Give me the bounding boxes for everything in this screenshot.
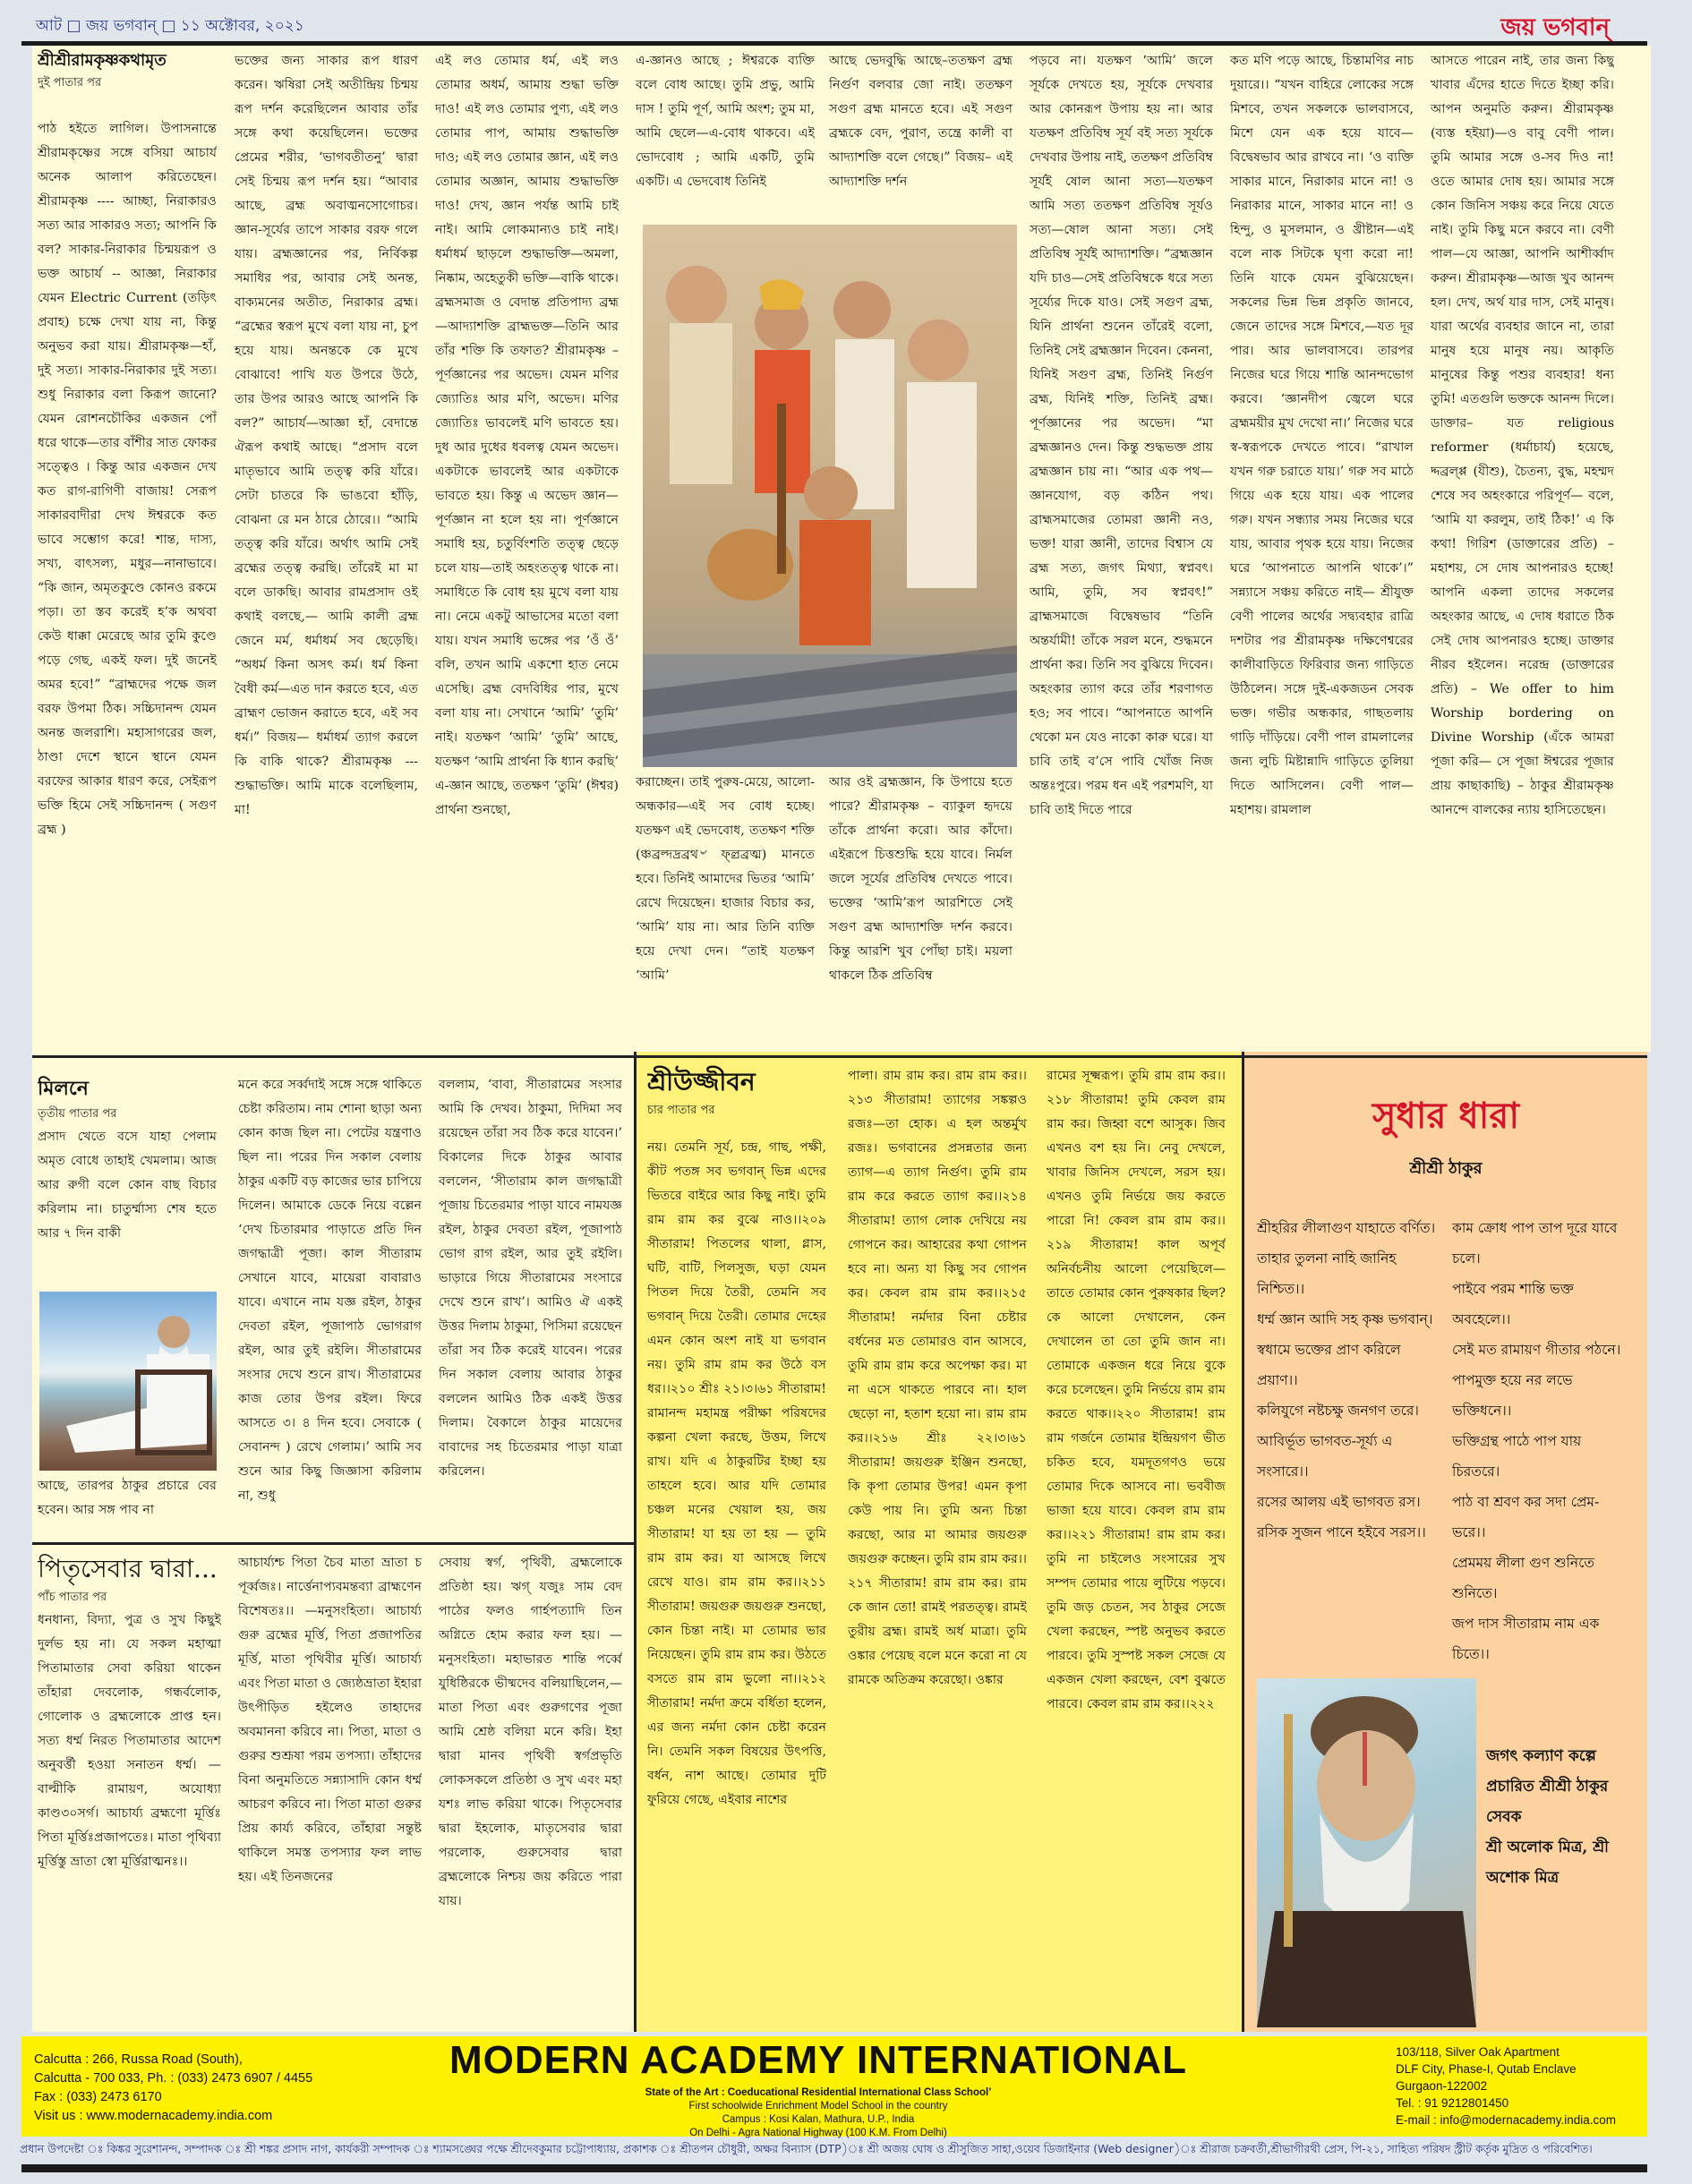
article-text: আচার্য্যশ্চ পিতা চৈব মাতা ভ্রাতা চ পূর্ব্বজঃ। নার্ত্তেনাপ্যবমন্তব্যা ব্রাহ্মণেন বিশেষতঃ।। —মনুসংহিতা। আচার্য্য গুরু ব্রহ্মের মূর্ত্তি, পিতা প্রজাপতির মূর্ত্তি, মাতা পৃথিবীর মূর্ত্তি। আচার্য্য এবং পিতা মাতা ও জ্যেষ্ঠভ্রাতা ইহারা উৎপীড়িত হইলেও তাহাদের অবমাননা করিবে না। পিতা, মাতা ও গুরুর শুশ্রূষা পরম তপস্যা। তাঁহাদের বিনা অনুমতিতে সন্ন্যাসাদি কোন ধর্ম্ম আচরণ করিবে না। পিতা মাতা গুরুর প্রিয় কার্য্য করিবে, তাঁহারা সন্তুষ্ট থাকিলে সমস্ত তপস্যার ফল লাভ হয়। এই তিনজনের [238, 1556, 422, 1884]
publisher-credits: প্রধান উপদেষ্টা ঃ কিঙ্কর সুরেশানন্দ, সম্পাদক ঃ শ্রী শঙ্কর প্রসাদ নাগ, কার্যকরী সম্পাদক ঃ শ্যামসঙ্ঘের পক্ষে শ্রীদেবকুমার চট্টোপাধ্যায়, প্রকাশক ঃ শ্রীতপন চৌধুরী, অক্ষর বিন্যাস (DTP)ঃ শ্রী অজয় ঘোষ ও শ্রীসুজিত সাহা,ওয়েব ডিজাইনার (Web designer)ঃ শ্রীরাজ চক্রবর্তী,শ্রীভাগীরথী প্রেস, পি-২১, সাহিত্য পরিষদ স্ট্রীট কর্তৃক মুদ্রিত ও পরিবেশিত। [20, 2142, 1593, 2155]
ad-line[interactable]: Visit us : www.modernacademy.india.com [34, 2109, 273, 2123]
pitriseva-col-1 [38, 1551, 221, 2026]
kathamrita-col-7 [1230, 49, 1414, 1048]
poem-line: তাহার তুলনা নাহি জানিহ নিশ্চিত।। [1257, 1250, 1397, 1297]
article-text: পাঠ হইতে লাগিল। উপাসনান্তে শ্রীরামকৃষ্ণের সঙ্গে বসিয়া আচার্য অনেক আলাপ করিতেছেন। শ্রীরামকৃষ্ণ ---- আচ্ছা, নিরাকারও সত্য আর সাকারও সত্য; আপনি কি বল? সাকার-নিরাকার চিন্ময়রূপ ও ভক্ত আচার্য -- আজ্ঞা, নিরাকার যেমন Electric Current (তড়িৎ প্রবাহ) চক্ষে দেখা যায় না, কিন্তু অনুভব করা যায়। শ্রীরামকৃষ্ণ—হাঁ, দুই সত্য। সাকার-নিরাকার দুই সত্য। শুধু নিরাকার বলা কিরূপ জানো? যেমন রোশনচৌকির একজন পোঁ ধরে থাকে—তার বাঁশীর সাত ফোকর সত্ত্বেও । কিন্তু আর একজন দেখ কত রাগ-রাগিণী বাজায়! সেরূপ সাকারবাদীরা দেখ ঈশ্বরকে কত ভাবে সম্ভোগ করে! শান্ত, দাস্য, সখ্য, বাৎসল্য, মধুর—নানাভাবে। “কি জান, অমৃতকুণ্ডে কোনও রকমে পড়া। তা স্তব করেই হ’ক অথবা কেউ ধাক্কা মেরেছে আর তুমি কুণ্ডে পড়ে গেছ, একই ফল। দুই জনেই অমর হবে!” “ব্রাহ্মদের পক্ষে জল বরফ উপমা ঠিক। সচ্চিদানন্দ যেমন অনন্ত জলরাশি। মহাসাগরের জল, ঠাণ্ডা দেশে স্থানে স্থানে যেমন বরফের আকার ধারণ করে, সেইরূপ ভক্তি হিমে সেই সচ্চিদানন্দ ( সগুণ ব্রহ্ম ) [38, 122, 217, 837]
milane-col-1a [38, 1073, 217, 1288]
kathamrita-col-6 [1030, 49, 1213, 1048]
article-text: আছে ভেদবুদ্ধি আছে–ততক্ষণ ব্রহ্ম নির্গুণ বলবার জো নাই। ততক্ষণ সগুণ ব্রহ্ম মানতে হবে। এই সগুণ ব্রহ্মকে বেদ, পুরাণ, তন্ত্রে কালী বা আদ্যাশক্তি বলে গেছে।” বিজয়– এই আদ্যাশক্তি দর্শন [829, 54, 1013, 189]
ad-line[interactable]: E-mail : info@modernacademy.india.com [1396, 2113, 1617, 2127]
article-text: করাচ্ছেন। তাই পুরুষ-মেয়ে, আলো-অন্ধকার—এই সব বোধ হচ্ছে। যতক্ষণ এই ভেদবোধ, ততক্ষণ শক্তি (ঞ্চব্রল্দদ্রব্রথ৺ ফ্ল্রব্রত্ম) মানতে হবে। তিনিই আমাদের ভিতর ‘আমি’ রেখে দিয়েছেন। হাজার বিচার কর, ‘আমি’ যায় না। আর তিনি ব্যক্তি হয়ে দেখা দেন। “তাই যতক্ষণ ‘আমি’ [636, 775, 815, 983]
caption-line: জগৎ কল্যাণ কল্পে [1486, 1747, 1596, 1765]
caption-line: অশোক মিত্র [1486, 1869, 1560, 1887]
kathamrita-col-4a [636, 49, 815, 219]
ad-gurgaon-address [1396, 2043, 1646, 2129]
poem-author: শ্রীশ্রী ঠাকুর [1409, 1159, 1483, 1178]
article-text: সেবায় স্বর্গ, পৃথিবী, ব্রহ্মলোকে প্রতিষ্ঠা হয়। ঋগ্ যজুঃ সাম বেদ পাঠের ফলও গার্হপত্যাদি তিন অগ্নিতে হোম করার ফল হয়। —মনুসংহিতা। মহাভারত শান্তি পর্ব্বে যুধিষ্ঠিরকে ভীষ্মদেব বলিয়াছিলেন,— মাতা পিতা এবং গুরুগণের পূজা আমি শ্রেষ্ঠ বলিয়া মনে করি। ইহা দ্বারা মানব পৃথিবী স্বর্গপ্রভৃতি লোকসকলে প্রতিষ্ঠা ও সুখ এবং মহা যশঃ লাভ করিয়া থাকে। পিতৃসেবার দ্বারা ইহলোক, মাতৃসেবার দ্বারা পরলোক, গুরুসেবার দ্বারা ব্রহ্মলোকে নিশ্চয় জয় করিতে পারা যায়। [439, 1556, 622, 1908]
poem-line: সেই মত রামায়ণ গীতার পঠনে। [1452, 1342, 1621, 1358]
thakur-portrait [1257, 1678, 1476, 2027]
section-title: শ্রীউজ্জীবন [647, 1067, 756, 1096]
poem-line: কাম ক্রোধ পাপ তাপ দূরে যাবে চলে। [1452, 1220, 1618, 1267]
poem-line: জপ দাস সীতারাম নাম এক চিতে।। [1452, 1616, 1600, 1662]
lower-left-section [32, 1052, 634, 2032]
ad-line: Tel. : 91 9212801450 [1396, 2096, 1509, 2110]
article-text: রামের সূক্ষ্মরূপ। তুমি রাম রাম কর।।২১৮ সীতারাম! তুমি কেবল রাম রাম কর। জিহ্বা বশে আসুক। জিব এখনও বশ হয় নি। নেবু দেখলে, খাবার জিনিস দেখলে, সরস হয়। এখনও তুমি নির্ভয়ে জয় করতে পারো নি! কেবল রাম রাম কর।।২১৯ সীতারাম! কাল অপূর্ব অনির্বচনীয় আলো পেয়েছিলে—তাতে তোমার কোন পুরুষকার ছিল? কে আলো দেখালেন, কেন দেখালেন তা তো তুমি জান না। তোমাকে একজন ধরে নিয়ে বুকে করে চলেছেন। তুমি নির্ভয়ে রাম রাম করতে থাক।।২২০ সীতারাম! রাম রাম গর্জনে তোমার ইন্দ্রিয়গণ ভীত চকিত হবে, যমদূতগণও ভয়ে তোমার দিকে আসবে না। ভববীজ ভাজা হয়ে যাবে। কেবল রাম রাম কর।।২২১ সীতারাম! রাম রাম কর। তুমি না চাইলেও সংসারের সুখ সম্পদ তোমার পায়ে লুটিয়ে পড়বে। তুমি জড় চেতন, সব ঠাকুর সেজে খেলা করছেন, স্পষ্ট অনুভব করতে পারবে। তুমি সুস্পষ্ট সকল সেজে যে একজন খেলা করছেন, বেশ বুঝতে পারবে। কেবল রাম রাম কর।।২২২ [1047, 1069, 1226, 1711]
poem-right-column [1452, 1213, 1631, 1669]
ad-line: Fax : (033) 2473 6170 [34, 2090, 162, 2104]
section-subtitle: চার পাতার পর [647, 1104, 715, 1117]
ad-line: Gurgaon-122002 [1396, 2079, 1488, 2093]
bottom-rule [21, 2164, 1647, 2172]
milane-col-3 [439, 1073, 622, 1530]
ad-line: Calcutta - 700 033, Ph. : (033) 2473 6907 / 4455 [34, 2071, 313, 2086]
poem-line: ভক্তিগ্রন্থ পাঠে পাপ যায় চিরতরে। [1452, 1433, 1582, 1480]
pitriseva-col-2 [238, 1551, 422, 2026]
caption-line: শ্রী অলোক মিত্র, শ্রী [1486, 1838, 1609, 1856]
article-text: ভক্তের জন্য সাকার রূপ ধারণ করেন। ঋষিরা সেই অতীন্দ্রিয় চিন্ময় রূপ দর্শন করেছিলেন আবার তাঁর সঙ্গে কথা কয়েছিলেন। ভক্তের প্রেমের শরীর, ‘ভাগবতীতনু’ দ্বারা সেই চিন্ময় রূপ দর্শন হয়। “আবার আছে, ব্রহ্ম অবাঙ্মনসোগোচর। জ্ঞান-সূর্যের তাপে সাকার বরফ গলে যায়। ব্রহ্মজ্ঞানের পর, নির্বিকল্প সমাধির পর, আবার সেই অনন্ত, বাক্যমনের অতীত, নিরাকার ব্রহ্ম। “ব্রহ্মের স্বরূপ মুখে বলা যায় না, চুপ হয়ে যায়। অনন্তকে কে মুখে বোঝাবে! পাখি যত উপরে উঠে, তার উপর আরও আছে আপনি কি বল?” আচার্য—আজ্ঞা হাঁ, বেদান্তে ঐরূপ কথাই আছে। “প্রসাদ বলে মাতৃভাবে আমি তত্ত্ব করি যাঁরে। সেটা চাতরে কি ভাঙবো হাঁড়ি, বোঝনা রে মন ঠারে ঠোরে।। “আমি তত্ত্ব করি যাঁরে। অর্থাৎ আমি সেই ব্রহ্মের তত্ত্ব করছি। তাঁরেই মা মা বলে ডাকছি। আবার রামপ্রসাদ ওই কথাই বলছে,— আমি কালী ব্রহ্ম জেনে মর্ম, ধর্মাধর্ম সব ছেড়েছি। “অধর্ম কিনা অসৎ কর্ম। ধর্ম কিনা বৈধী কর্ম—এত দান করতে হবে, এত ব্রাহ্মণ ভোজন করাতে হবে, এই সব ধর্ম।” বিজয়— ধর্মাধর্ম ত্যাগ করলে কি বাকি থাকে? শ্রীরামকৃষ্ণ --- শুদ্ধাভক্তি। আমি মাকে বলেছিলাম, মা! [235, 54, 418, 817]
kathamrita-col-4b [636, 771, 815, 1048]
article-text: পড়বে না। যতক্ষণ ‘আমি’ জলে সূর্যকে দেখতে হয়, সূর্যকে দেখবার আর কোনরূপ উপায় হয় না। আর যতক্ষণ প্রতিবিম্ব সূর্য বই সত্য সূর্যকে দেখবার উপায় নাই, ততক্ষণ প্রতিবিম্ব সূর্যই ষোল আনা সত্য—যতক্ষণ আমি সত্য ততক্ষণ প্রতিবিম্ব সূর্যও সত্য—ষোল আনা সত্য। সেই প্রতিবিম্ব সূর্যই আদ্যাশক্তি। “ব্রহ্মজ্ঞান যদি চাও—সেই প্রতিবিম্বকে ধরে সত্য সূর্য্যের দিকে যাও। সেই সগুণ ব্রহ্ম, যিনি প্রার্থনা শুনেন তাঁরেই বলো, তিনিই সেই ব্রহ্মজ্ঞান দিবেন। কেননা, যিনিই সগুণ ব্রহ্ম, তিনিই নির্গুণ ব্রহ্ম, যিনিই শক্তি, তিনিই ব্রহ্ম। পূর্ণজ্ঞানের পর অভেদ। “মা ব্রহ্মজ্ঞানও দেন। কিন্তু শুদ্ধভক্ত প্রায় ব্রহ্মজ্ঞান চায় না। “আর এক পথ—জ্ঞানযোগ, বড় কঠিন পথ। ব্রাহ্মসমাজের তোমরা জ্ঞানী নও, ভক্ত! যারা জ্ঞানী, তাদের বিশ্বাস যে ব্রহ্ম সত্য, জগৎ মিথ্যা, স্বপ্নবৎ। আমি, তুমি, সব স্বপ্নবৎ!” ব্রাহ্মসমাজে বিদ্বেষভাব “তিনি অন্তর্যামী! তাঁকে সরল মনে, শুদ্ধমনে প্রার্থনা কর। তিনি সব বুঝিয়ে দিবেন। অহংকার ত্যাগ করে তাঁর শরণাগত হও; সব পাবে। “আপনাতে আপনি থেকো মন যেও নাকো কারু ঘরে। যা চাবি তাই ব’সে পাবি খোঁজ নিজ অন্তঃপুরে। পরম ধন এই পরশমণি, যা চাবি তাই দিতে পারে [1030, 54, 1213, 817]
issue-line: আট □ জয় ভগবান্ □ ১১ অক্টোবর, ২০২১ [36, 17, 304, 35]
ujjivan-col-1 [647, 1064, 826, 2022]
milane-col-1b [38, 1474, 217, 1528]
kathamrita-col-5a [829, 49, 1013, 219]
kathamrita-col-8 [1431, 49, 1614, 1048]
article-text: কত মণি পড়ে আছে, চিন্তামণির নাচ দুয়ারে।। “যখন বাহিরে লোকের সঙ্গে মিশবে, তখন সকলকে ভালবাসবে, মিশে যেন এক হয়ে যাবে—বিদ্বেষভাব আর রাখবে না। ‘ও ব্যক্তি সাকার মানে, নিরাকার মানে না! ও নিরাকার মানে, সাকার মানে না! ও হিন্দু, ও মুসলমান, ও খ্রীষ্টান—এই বলে নাক সিটকে ঘৃণা করো না! তিনি যাকে যেমন বুঝিয়েছেন। সকলের ভিন্ন ভিন্ন প্রকৃতি জানবে, জেনে তাদের সঙ্গে মিশবে,—যত দূর পার। আর ভালবাসবে। তারপর নিজের ঘরে গিয়ে শান্তি আনন্দভোগ করবে। ‘জ্ঞানদীপ জ্বেলে ঘরে ব্রহ্মময়ীর মুখ দেখো না।’ নিজের ঘরে স্ব-স্বরূপকে দেখতে পাবে। “রাখাল যখন গরু চরাতে যায়।’ গরু সব মাঠে গিয়ে এক হয়ে যায়। এক পালের গরু। যখন সন্ধ্যার সময় নিজের ঘরে যায়, আবার পৃথক হয়ে যায়। নিজের ঘরে ‘আপনাতে আপনি থাকে’।” সন্ন্যাসে সঞ্চয় করিতে নাই— শ্রীযুক্ত বেণী পালের অর্থের সদ্ব্যবহার রাত্রি দশটার পর শ্রীরামকৃষ্ণ দক্ষিণেশ্বরের কালীবাড়িতে ফিরিবার জন্য গাড়িতে উঠিলেন। সঙ্গে দুই-একজডন সেবক ভক্ত। গভীর অন্ধকার, গাছতলায় গাড়ি দাঁড়িয়ে। বেণী পাল রামলালের জন্য লুচি মিষ্টান্নাদি গাড়িতে তুলিয়া দিতে আসিলেন। বেণী পাল—মহাশয়। রামলাল [1230, 54, 1414, 817]
ad-line: On Delhi - Agra National Highway (100 K.M. From Delhi) [689, 2128, 947, 2138]
section-rule [32, 1055, 634, 1058]
kathamrita-col-2 [235, 49, 418, 1048]
ujjivan-col-2 [848, 1064, 1027, 2022]
section-rule [32, 1542, 634, 1545]
ad-line: State of the Art : Coeducational Residential International Class School’ [645, 2087, 992, 2098]
section-title: পিতৃসেবার দ্বারা... [38, 1554, 218, 1583]
article-text: মনে করে সর্ব্বদাই সঙ্গে সঙ্গে থাকিতে চেষ্টা করিতাম। নাম শোনা ছাড়া অন্য কোন কাজ ছিল না। পেটের যন্ত্রণাও ছিল না। পরের দিন সকাল বেলায় ঠাকুর একটি বড় কাজের ভার চাপিয়ে দিলেন। আমাকে ডেকে নিয়ে বল্লেন ‘দেখ চিতারমার পাড়াতে প্রতি দিন জগদ্ধাত্রী পূজা। কাল সীতারাম সেখানে যাবে, মায়েরা বাবারাও যাবে। এখানে নাম যজ্ঞ রইল, ঠাকুর দেবতা রইল, পূজাপাঠ ভোগরাগ রইল, আর তুই রইলি। সীতারামের সংসার দেখে শুনে রাখ। সীতারামের কাজ তোর উপর রইল। ফিরে আসতে ৩। ৪ দিন হবে। সেবাকে ( সেবানন্দ ) রেখে গেলাম।’ আমি সব শুনে আর কিছু জিজ্ঞাসা করিলাম না, শুধু [238, 1078, 422, 1503]
ad-title: MODERN ACADEMY INTERNATIONAL [449, 2038, 1188, 2082]
section-title: মিলনে [38, 1077, 89, 1100]
kathamrita-col-3 [435, 49, 619, 1048]
poem-left-column [1257, 1213, 1436, 1548]
milane-col-2 [238, 1073, 422, 1530]
article-text: আসতে পারেন নাই, তার জন্য কিছু খাবার এঁদের হাতে দিতে ইচ্ছা করি। আপন অনুমতি করুন। শ্রীরামকৃষ্ণ (ব্যস্ত হইয়া)—ও বাবু বেণী পাল। তুমি আমার সঙ্গে ও-সব দিও না! ওতে আমার দোষ হয়। আমার সঙ্গে কোন জিনিস সঞ্চয় করে নিয়ে যেতে নাই। তুমি কিছু মনে করবে না। বেণী পাল—যে আজ্ঞা, আপনি আশীর্ব্বাদ করুন। শ্রীরামকৃষ্ণ—আজ খুব আনন্দ হল। দেখ, অর্থ যার দাস, সেই মানুষ। যারা অর্থের ব্যবহার জানে না, তারা মানুষ হয়ে মানুষ নয়। আকৃতি মানুষের কিন্তু পশুর ব্যবহার! ধন্য তুমি! এতগুলি ভক্তকে আনন্দ দিলে।ডাক্তার– যত religious reformer (ধর্মাচার্য) হয়েছে, দ্দব্রল্প্প (যীশু), চৈতন্য, বুদ্ধ, মহম্মদ শেষে সব অহংকারে পরিপূর্ণ— বলে, ‘আমি যা করলুম, তাই ঠিক!’ এ কি কথা! গিরিশ (ডাক্তারের প্রতি) – মহাশয়, সে দোষ আপনারও হচ্ছে! আপনি একলা তাদের সকলের অহংকার আছে, এ দোষ ধরাতে ঠিক সেই দোষ আপনারও হচ্ছে। ডাক্তার নীরব হইলেন। নরেন্দ্র (ডাক্তারের প্রতি) – We offer to him Worship bordering on Divine Worship (এঁকে আমরা পূজা করি— সে পূজা ঈশ্বরের পূজার প্রায় কাছাকাছি) – ঠাকুর শ্রীরামকৃষ্ণ আনন্দে বালকের ন্যায় হাসিতেছেন। [1431, 54, 1614, 817]
ad-line: DLF City, Phase-I, Qutab Enclave [1396, 2062, 1577, 2076]
masthead: জয় ভগবান্ [1500, 14, 1610, 41]
ad-line: Calcutta : 266, Russa Road (South), [34, 2052, 243, 2067]
section-rule [1244, 1055, 1647, 1058]
article-text: এই লও তোমার ধর্ম, এই লও তোমার অধর্ম, আমায় শুদ্ধা ভক্তি দাও! এই লও তোমার পুণ্য, এই লও তোমার পাপ, আমায় শুদ্ধাভক্তি দাও; এই লও তোমার জ্ঞান, এই লও তোমার অজ্ঞান, আমায় শুদ্ধাভক্তি দাও! দেখ, জ্ঞান পর্যন্ত আমি চাই নাই। আমি লোকমান্যও চাই নাই। ধর্মাধর্ম ছাড়লে শুদ্ধাভক্তি—অমলা, নিষ্কাম, অহেতুকী ভক্তি—বাকি থাকে। ব্রহ্মসমাজ ও বেদান্ত প্রতিপাদ্য ব্রহ্ম—আদ্যাশক্তি ব্রাহ্মভক্ত—তিনি আর তাঁর শক্তি কি তফাত? শ্রীরামকৃষ্ণ – পূর্ণজ্ঞানের পর অভেদ। যেমন মণির জ্যোতিঃ আর মণি, অভেদ। মণির জ্যোতিঃ ভাবলেই মণি ভাবতে হয়। দুধ আর দুধের ধবলত্ব যেমন অভেদ। একটাকে ভাবলেই আর একটাকে ভাবতে হয়। কিন্তু এ অভেদ জ্ঞান—পূর্ণজ্ঞান না হলে হয় না। পূর্ণজ্ঞানে সমাধি হয়, চতুর্বিংশতি তত্ত্ব ছেড়ে চলে যায়—তাই অহংতত্ত্ব থাকে না। সমাধিতে কি বোধ হয় মুখে বলা যায় না। নেমে একটু আভাসের মতো বলা যায়। যখন সমাধি ভঙ্গের পর ‘ওঁ ওঁ’ বলি, তখন আমি একশো হাত নেমে এসেছি। ব্রহ্ম বেদবিধির পার, মুখে বলা যায় না। সেখানে ‘আমি’ ‘তুমি’ নাই। যতক্ষণ ‘আমি’ ‘তুমি’ আছে, যতক্ষণ ‘আমি প্রার্থনা কি ধ্যান করছি’ এ-জ্ঞান আছে, ততক্ষণ ‘তুমি’ (ঈশ্বর) প্রার্থনা শুনছো, [435, 54, 619, 817]
sudhar-dhara-section [1244, 1052, 1647, 2032]
kathamrita-col-5b [829, 771, 1013, 1048]
ramakrishna-illustration [643, 225, 1017, 767]
kathamrita-col-1 [38, 49, 217, 1048]
caption-line: সেবক [1486, 1808, 1522, 1826]
seated-figure [39, 1292, 217, 1471]
portrait-caption [1486, 1741, 1638, 1893]
section-rule [637, 1055, 1242, 1058]
article-text: প্রসাদ খেতে বসে যাহা পেলাম অমৃত বোধে তাহাই খেমলাম। আজ আর রুগী বলে কোন বাছ বিচার করিলাম না। চাতুর্ম্মাস্য শেষ হতে আর ৭ দিন বাকী [38, 1130, 217, 1241]
article-text: আর ওই ব্রহ্মজ্ঞান, কি উপায়ে হতে পারে? শ্রীরামকৃষ্ণ – ব্যাকুল হৃদয়ে তাঁকে প্রার্থনা করো। আর কাঁদো। এইরূপে চিত্তশুদ্ধি হয়ে যাবে। নির্মল জলে সূর্যের প্রতিবিম্ব দেখতে পাবে। ভক্তের ‘আমি’রূপ আরশিতে সেই সগুণ ব্রহ্ম আদ্যাশক্তি দর্শন করবে। কিন্তু আরশি খুব পোঁছা চাই। ময়লা থাকলে ঠিক প্রতিবিম্ব [829, 775, 1013, 983]
poem-line: আবির্ভূত ভাগবত-সূর্য্য এ সংসারে।। [1257, 1433, 1393, 1480]
modern-academy-ad [21, 2036, 1647, 2137]
poem-line: পাপমুক্ত হয়ে নর লভে ভক্তিধনে।। [1452, 1372, 1573, 1419]
article-text: আছে, তারপর ঠাকুর প্রচারে বের হবেন। আর সঙ্গ পাব না [38, 1479, 217, 1517]
poem-line: পাইবে পরম শান্তি ভক্ত অবহেলে।। [1452, 1281, 1574, 1327]
poem-line: স্বধামে ভক্তের প্রাণ করিলে প্রয়াণ।। [1257, 1342, 1401, 1388]
section-title: শ্রীশ্রীরামকৃষ্ণকথামৃত [38, 51, 167, 70]
ujjivan-section [634, 1052, 1244, 2032]
ad-campus-info [460, 2086, 1176, 2140]
kathamrita-section [32, 46, 1651, 1052]
illustration-figures [643, 225, 1017, 767]
ad-line: Campus : Kosi Kalan, Mathura, U.P., India [722, 2114, 915, 2125]
article-text: ধনধান্য, বিদ্যা, পুত্র ও সুখ কিছুই দুর্লভ হয় না। যে সকল মহাত্মা পিতামাতার সেবা করিয়া থাকেন তাঁহারা দেবলোক, গন্ধর্বলোক, গোলোক ও ব্রহ্মলোকে প্রাপ্ত হন। সত্য ধর্ম্ম নিরত পিতামাতার আদেশ অনুবর্ত্তী হওয়া সনাতন ধর্ম্ম। —বাল্মীকি রামায়ণ, অযোধ্যা কাণ্ড৩০সর্গ। আচার্য্য ব্রহ্মণো মূর্ত্তিঃ পিতা মূর্ত্তিঃপ্রজাপতেঃ। মাতা পৃথিব্যা মূর্ত্তিস্তু ভ্রাতা স্বো মূর্ত্তিরাত্মনঃ।। [38, 1613, 221, 1869]
ujjivan-col-3 [1047, 1064, 1226, 2022]
section-subtitle: পাঁচ পাতার পর [38, 1591, 107, 1604]
poem-line: শ্রীহরির লীলাগুণ যাহাতে বর্ণিত। [1257, 1220, 1436, 1236]
article-text: বললাম, ‘বাবা, সীতারামের সংসার আমি কি দেখব। ঠাকুমা, দিদিমা সব রয়েছেন তাঁরা সব ঠিক করে যাবেন।’ বিকালের দিকে ঠাকুর আবার বললেন, ‘সীতারাম কাল জগদ্ধাত্রী পূজায় চিতেরমার পাড়া যাবে নামযজ্ঞ রইল, ঠাকুর দেবতা রইল, পূজাপাঠ ভোগ রাগ রইল, আর তুই রইলি। ভাড়ারে গিয়ে সীতারামের সংসারে দেখে শুনে রাখ’। আমিও ঐ একই উত্তর দিলাম ঠাকুমা, পিসিমা রয়েছেন তাঁরা সব ঠিক করেই যাবেন। পরের দিন সকাল বেলায় আবার ঠাকুর বললেন আমিও ঠিক একই উত্তর দিলাম। বৈকালে ঠাকুর মায়েদের বাবাদের সহ চিতেরমার পাড়া যাত্রা করিলেন। [439, 1078, 622, 1479]
poem-title: সুধার ধারা [1372, 1095, 1519, 1137]
thakur-photo-seated [39, 1292, 217, 1471]
poem-line: রসের আলয় এই ভাগবত রস। [1257, 1494, 1421, 1510]
poem-line: পাঠ বা শ্রবণ কর সদা প্রেম-ভরে।। [1452, 1494, 1600, 1540]
article-text: নয়। তেমনি সূর্য, চন্দ্র, গাছ, পক্ষী, কীট পতঙ্গ সব ভগবান্ ভিন্ন এদের ভিতরে বাইরে আর কিছু নাই। তুমি রাম রাম কর বুঝে নাও।।২০৯ সীতারাম! পিতলের থালা, গ্লাস, ঘটি, বাটি, পিলসুজ, ঘড়া যেমন পিতল দিয়ে তৈরী, তেমনি সব ভগবান্ দিয়ে তৈরী। তোমার দেহের এমন কোন অংশ নাই যা ভগবান নয়। তুমি রাম রাম কর উঠে বস ধর।।২১০ শ্রীঃ ২১।৩।৬১ সীতারাম! রামানন্দ মহামন্ত্র পরীক্ষা পরিষদের কল্পনা খেলা করছে, উত্তম, লিখে রাখ। যদি এ ঠাকুরটির ইচ্ছা হয় তাহলে হবে। আর যদি তোমার চঞ্চল মনের খেয়াল হয়, জয় সীতারাম! যা হয় তা হয় — তুমি রাম রাম কর। যা আসছে লিখে রেখে যাও। রাম রাম কর।।২১১ সীতারাম! জয়গুরু জয়গুরু শুনছো, কোন চিন্তা নাই। মা তোমার ভার নিয়েছেন। তুমি রাম রাম কর। উঠতে বসতে রাম রাম ভুলো না।।২১২ সীতারাম! নর্মদা ক্রমে বর্ধিতা হলেন, এর জন্য নর্মদা কোন চেষ্টা করেন নি। তেমনি সকল বিষয়ের উৎপত্তি, বর্ধন, নাশ আছে। তোমার দুটি ফুরিয়ে গেছে, এইবার নাশের [647, 1140, 826, 1807]
caption-line: প্রচারিত শ্রীশ্রী ঠাকুর [1486, 1778, 1609, 1796]
portrait-figure [1257, 1678, 1476, 2027]
section-subtitle: দুই পাতার পর [38, 76, 102, 90]
article-text: পালা। রাম রাম কর। রাম রাম কর।।২১৩ সীতারাম! ত্যাগের সঙ্কল্পও রজঃ—তা হোক। এ হল অন্তর্মুখ রজঃ। ভগবানের প্রসন্নতার জন্য ত্যাগ—এ ত্যাগ নির্গুণ। তুমি রাম রাম করে করতে ত্যাগ কর।।২১৪ সীতারাম! ত্যাগ লোক দেখিয়ে নয় গোপনে কর। আহারের কথা গোপন হবে না। অন্য যা কিছু সব গোপন কর। কেবল রাম রাম কর।।২১৫ সীতারাম! নর্মদার বিনা চেষ্টার বর্ধনের মত তোমারও বান আসবে, তুমি রাম রাম করে অপেক্ষা কর। মা না এসে থাকতে পারবে না। হাল ছেড়ো না, হতাশ হয়ো না। রাম রাম কর।।২১৬ শ্রীঃ ২২।৩।৬১ সীতারাম! জয়গুরু ইঞ্জিন শুনছো, কি কৃপা তোমার উপর! এমন কৃপা কেউ পায় নি। তুমি অন্য চিন্তা করছো, আর মা আমার জয়গুরু জয়গুরু কচ্ছেন। তুমি রাম রাম কর।।২১৭ সীতারাম! রাম রাম কর। রাম কে জান তো! রামই পরতত্ত্ব। রামই তুরীয় ব্রহ্ম। রামই অর্ধ মাত্রা। তুমি ওঙ্কার পেয়েছ বলে মনে করো না যে রামকে অতিক্রম করেছো। ওঙ্কার [848, 1069, 1027, 1687]
ad-line: 103/118, Silver Oak Apartment [1396, 2045, 1560, 2059]
section-subtitle: তৃতীয় পাতার পর [38, 1107, 117, 1121]
ad-line: First schoolwide Enrichment Model School in the country [688, 2101, 948, 2111]
poem-line: রসিক সুজন পানে হইবে সরস।। [1257, 1524, 1426, 1540]
ad-calcutta-address [34, 2051, 410, 2126]
poem-line: প্রেমময় লীলা গুণ শুনিতে শুনিতে। [1452, 1555, 1595, 1601]
article-text: এ-জ্ঞানও আছে ; ঈশ্বরকে ব্যক্তি বলে বোধ আছে। তুমি প্রভু, আমি দাস ! তুমি পূর্ণ, আমি অংশ; তুম মা, আমি ছেলে—এ-বোধ থাকবে। এই ভোদবোধ ; আমি একটি, তুমি একটি। এ ভেদবোধ তিনিই [636, 54, 815, 189]
pitriseva-col-3 [439, 1551, 622, 2026]
poem-line: ধর্ম্ম জ্ঞান আদি সহ কৃষ্ণ ভগবান্। [1257, 1311, 1433, 1327]
poem-line: কলিযুগে নষ্টচক্ষু জনগণ তরে। [1257, 1403, 1419, 1419]
